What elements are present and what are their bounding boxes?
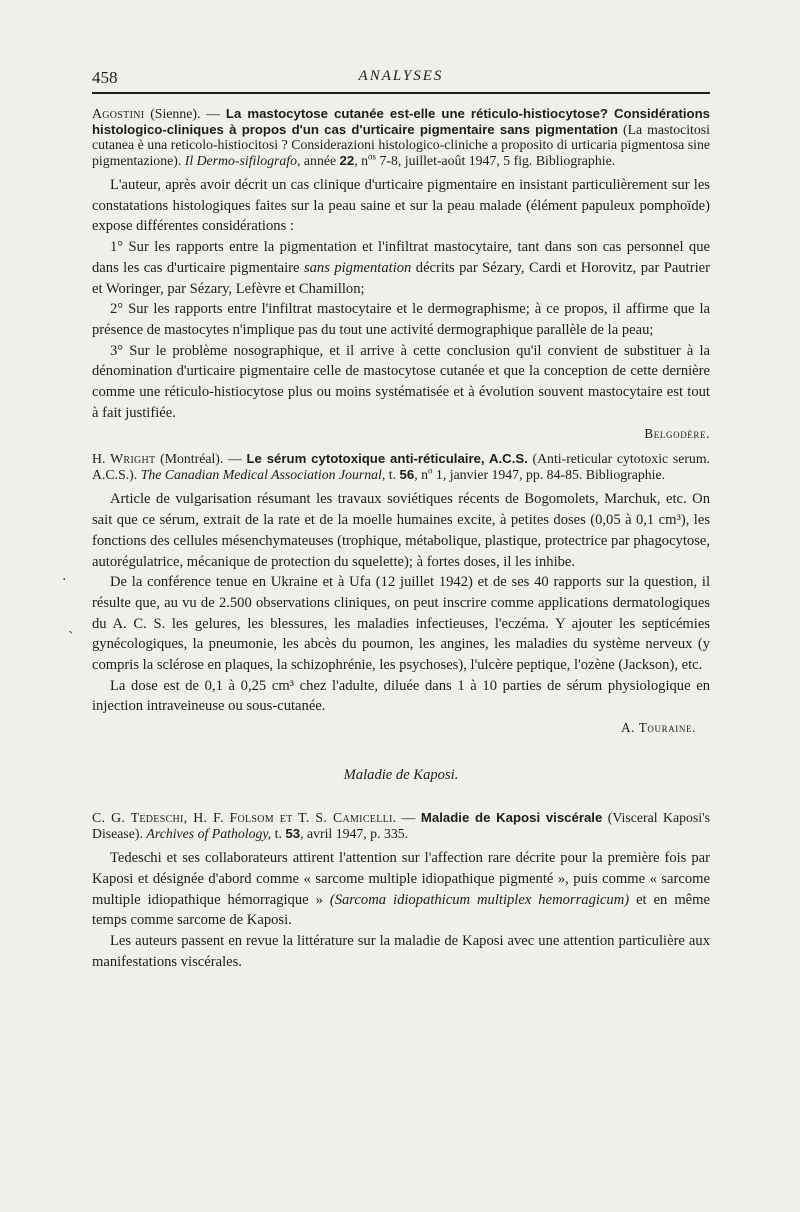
- article-reference: C. G. Tedeschi, H. F. Folsom et T. S. Camicelli. — Maladie de Kaposi viscérale (Visceral Kaposi's Disease). Archives of Pathology, t. 53, avril 1947, p. 335.: [92, 810, 710, 841]
- paragraph: Les auteurs passent en revue la littérature sur la maladie de Kaposi avec une attention particulière aux manifestations viscérales.: [92, 932, 710, 970]
- paragraph: 3° Sur le problème nosographique, et il arrive à cette conclusion qu'il convient de substituer à la dénomination d'urticaire pigmentaire celle de mastocytose cutanée et que la conception de cette dernière comme une réticulo-histiocytose plus ou moins systématisée et à évolution souvent mastocytaire est tout à fait justifiée.: [92, 342, 710, 421]
- paragraph: L'auteur, après avoir décrit un cas clinique d'urticaire pigmentaire en insistant particulièrement sur les constatations histologiques faites sur la peau saine et sur la peau malade (élément papuleux pomphoïde) expose différentes considérations :: [92, 177, 710, 235]
- paragraph: Tedeschi et ses collaborateurs attirent l'attention sur l'affection rare décrite pour la première fois par Kaposi et désignée d'abord comme « sarcome multiple idiopathique pigmenté », puis comme « sarcome multiple idiopathique hémorragique » (Sarcoma idiopathicum multiplex hemorragicum) et en même temps comme sarcome de Kaposi.: [92, 850, 710, 929]
- paragraph: La dose est de 0,1 à 0,25 cm³ chez l'adulte, diluée dans 1 à 10 parties de sérum physiologique en injection intraveineuse ou sous-cutanée.: [92, 677, 710, 715]
- journal-name: Archives of Pathology,: [146, 825, 272, 841]
- volume: 22: [339, 152, 355, 168]
- page-number: 458: [92, 68, 118, 87]
- authors: C. G. Tedeschi, H. F. Folsom et T. S. Camicelli: [92, 810, 393, 826]
- volume: 56: [399, 466, 415, 482]
- article-reference: H. Wright (Montréal). — Le sérum cytotoxique anti-réticulaire, A.C.S. (Anti-reticular cytotoxic serum. A.C.S.). The Canadian Medical Association Journal, t. 56, $n^o$ 1, janvier 1947, pp. 84-85. Bibliographie.: [92, 451, 710, 482]
- page: [92, 62, 710, 972]
- article-title: La mastocytose cutanée est-elle une réticulo-histiocytose? Considérations histologico-cliniques à propos d'un cas d'urticaire pigmentaire sans pigmentation: [92, 106, 711, 137]
- header-rule: [92, 92, 710, 94]
- margin-mark: ˎ: [68, 618, 75, 634]
- paragraph: Article de vulgarisation résumant les travaux soviétiques récents de Bogomolets, Marchuk, etc. On sait que ce sérum, extrait de la rate et de la moelle humaines excite, à petites doses (0,05 à 0,1 cm³), les fonctions des cellules mésenchymateuses (trophique, métabolique, plastique, protectrice par phagocytose, autorégulatrice, mécanique de protection du squelette); à fortes doses, il les inhibe.: [92, 491, 710, 570]
- journal-name: Il Dermo-sifilografo,: [184, 152, 301, 168]
- paragraph: De la conférence tenue en Ukraine et à Ufa (12 juillet 1942) et de ses 40 rapports sur la question, il résulte que, au vu de 2.500 observations cliniques, on peut inscrire comme applications dermatologiques du A. C. S. les gelures, les blessures, les maladies infectieuses, l'eczéma. Y ajouter les septicémies gynécologiques, la pneumonie, les abcès du poumon, les angines, les maladies du système nerveux (y compris la sclérose en plaques, la schizophrénie, les psychoses), l'ulcère peptique, l'ozène (Jackson), etc.: [92, 574, 710, 674]
- journal-name: The Canadian Medical Association Journal,: [140, 466, 386, 482]
- author: Wright: [110, 451, 156, 467]
- section-title: Maladie de Kaposi.: [343, 767, 459, 784]
- paragraph: 1° Sur les rapports entre la pigmentation et l'infiltrat mastocytaire, tant dans son cas personnel que dans les cas d'urticaire pigmentaire sans pigmentation décrits par Sézary, Cardi et Horovitz, par Pautrier et Woringer, par Sézary, Lefèvre et Chamillon;: [92, 239, 710, 297]
- running-title: ANALYSES: [358, 68, 444, 84]
- author: Agostini: [92, 106, 145, 121]
- reviewer-signature: A. Touraine.: [621, 720, 696, 736]
- volume: 53: [285, 825, 301, 841]
- reviewer-signature: Belgodère.: [644, 426, 710, 442]
- article-title: Maladie de Kaposi viscérale: [420, 810, 603, 826]
- running-head: [92, 62, 710, 90]
- article-title: Le sérum cytotoxique anti-réticulaire, A.C.S.: [246, 451, 528, 467]
- article-reference: Agostini (Sienne). — La mastocytose cutanée est-elle une réticulo-histiocytose? Considérations histologico-cliniques à propos d'un cas d'urticaire pigmentaire sans pigmentation (La mastocitosi cutanea è una reticolo-histiocitosi ? Considerazioni histologico-cliniche a proposito di urticaria pigmentosa sine pigmentazione). Il Dermo-sifilografo, année 22, $n^{os}$ 7-8, juillet-août 1947, 5 fig. Bibliographie.: [92, 106, 711, 168]
- margin-mark: ·: [62, 572, 67, 588]
- paragraph: 2° Sur les rapports entre l'infiltrat mastocytaire et le dermographisme; à ce propos, il affirme que la présence de mastocytes n'implique pas du tout une activité dermographique parallèle de la peau;: [92, 301, 710, 338]
